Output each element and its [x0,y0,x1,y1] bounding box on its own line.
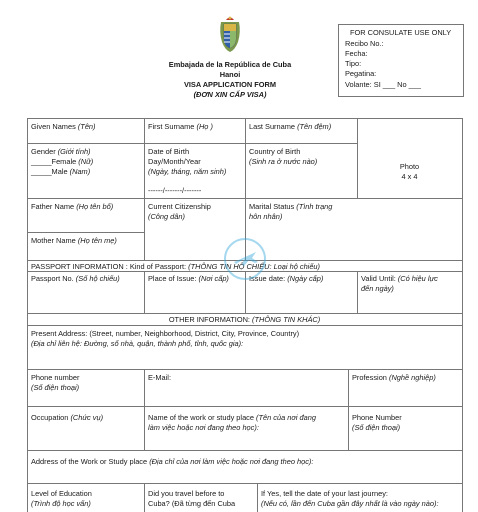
valid-until-label-vi-2: đến ngày) [361,284,394,293]
marital-field [249,202,332,212]
mother-label-vi: (Họ tên mẹ) [77,236,117,245]
col-line [144,483,145,512]
col-line [357,118,358,198]
col-line [144,118,145,260]
col-line [348,369,349,450]
last-journey-label: If Yes, tell the date of your last journey: [261,489,388,498]
citizenship-label: Current Citizenship [148,202,211,211]
passport-no-field [31,274,120,284]
father-field [31,202,113,212]
email-label: E-Mail: [148,373,171,382]
passport-info-header [31,262,320,272]
recibo-label: Recibo No.: [345,39,384,48]
phone-label-vi: (Số điện thoại) [31,383,80,392]
male-label-vi: (Nam) [69,167,91,176]
occupation-label: Occupation [31,413,69,422]
dob-label-2: Day/Month/Year [148,157,201,166]
fecha-label: Fecha: [345,49,368,58]
passport-no-label-vi: (Số hộ chiếu) [75,274,120,283]
female-label-vi: (Nữ) [78,157,94,166]
issue-date-label-vi: (Ngày cấp) [287,274,324,283]
work-phone-label: Phone Number [352,413,402,422]
female-option[interactable] [31,157,93,167]
place-issue-field [148,274,229,284]
valid-until-field [361,274,438,284]
work-name-label-vi-2: làm việc hoặc nơi đang theo học): [148,423,259,432]
education-label-vi: (Trình độ học vấn) [31,499,91,508]
work-name-label-vi: (Tên của nơi đang [256,413,316,422]
row-line [27,450,462,451]
row-line [27,143,357,144]
table-right-border [462,118,463,512]
present-address-label: Present Address: (Street, number, Neighborhood, District, City, Province, Country) [31,329,300,338]
other-info-label-vi: (THÔNG TIN KHÁC) [252,315,321,324]
last-journey-label-vi: (Nếu có, lần đến Cuba gần đây nhất là vào ngày nào): [261,499,439,508]
row-line [27,483,462,484]
education-label: Level of Education [31,489,92,498]
row-line [27,406,462,407]
other-info-label: OTHER INFORMATION: [168,315,250,324]
work-address-field [31,457,313,467]
passport-info-label-vi: (THÔNG TIN HỘ CHIẾU: Loại hộ chiếu) [188,262,321,271]
row-line [27,325,462,326]
place-issue-label: Place of Issue: [148,274,197,283]
row-line [27,369,462,370]
other-info-header [27,315,462,325]
work-phone-label-vi: (Số điện thoại) [352,423,401,432]
dob-label-vi: (Ngày, tháng, năm sinh) [148,167,227,176]
profession-label-vi: (Nghề nghiệp) [388,373,436,382]
work-address-label: Address of the Work or Study place [31,457,148,466]
given-names-label: Given Names [31,122,76,131]
citizenship-label-vi: (Công dân) [148,212,185,221]
cob-label-vi: (Sinh ra ở nước nào) [249,157,318,166]
male-option[interactable] [31,167,90,177]
row-line [27,232,144,233]
volante-label: Volante: SI ___ No ___ [345,80,422,89]
watermark-airplane-icon [222,236,268,282]
embassy-name: Embajada de la República de Cuba [168,60,292,69]
profession-field [352,373,436,383]
occupation-field [31,413,103,423]
last-surname-label-vi: (Tên đệm) [297,122,332,131]
present-address-label-vi: (Địa chỉ liên hệ: Đường, số nhà, quận, thành phố, tỉnh, quốc gia): [31,339,244,348]
gender-label-vi: (Giới tính) [57,147,91,156]
travel-label: Did you travel before to [148,489,225,498]
cuba-coat-of-arms-emblem [216,14,244,54]
issue-date-label: Issue date: [249,274,286,283]
dob-blank-input[interactable]: ------/-------/------- [148,186,202,195]
given-names-field [31,122,96,132]
passport-info-label: PASSPORT INFORMATION : Kind of Passport: [31,262,187,271]
marital-label-vi-1: (Tình trạng [296,202,333,211]
form-title: VISA APPLICATION FORM [183,80,277,89]
mother-label: Mother Name [31,236,76,245]
tipo-label: Tipo: [345,59,362,68]
travel-label-2: Cuba? (Đã từng đến Cuba [148,499,236,508]
gender-field [31,147,91,157]
female-label: _____Female [31,157,77,166]
male-label: _____Male [31,167,68,176]
phone-label: Phone number [31,373,80,382]
cob-label: Country of Birth [249,147,301,156]
photo-size-label: 4 x 4 [401,172,418,181]
col-line [257,483,258,512]
col-line [357,271,358,313]
pegatina-label: Pegatina: [345,69,377,78]
profession-label: Profession [352,373,387,382]
mother-field [31,236,117,246]
last-surname-label: Last Surname [249,122,296,131]
first-surname-label: First Surname [148,122,195,131]
father-label-vi: (Họ tên bố) [76,202,114,211]
place-issue-label-vi: (Nơi cấp) [198,274,229,283]
valid-until-label: Valid Until: [361,274,396,283]
gender-label: Gender [31,147,56,156]
row-line [27,313,462,314]
occupation-label-vi: (Chức vụ) [70,413,104,422]
passport-no-label: Passport No. [31,274,74,283]
marital-label: Marital Status [249,202,295,211]
first-surname-field [148,122,213,132]
col-line [144,271,145,313]
work-name-label: Name of the work or study place [148,413,254,422]
work-name-field [148,413,316,423]
col-line [144,369,145,450]
marital-label-vi-2: hôn nhân) [249,212,283,221]
first-surname-label-vi: (Họ ) [196,122,213,131]
father-label: Father Name [31,202,75,211]
dob-label-1: Date of Birth [148,147,190,156]
given-names-label-vi: (Tên) [77,122,96,131]
last-surname-field [249,122,331,132]
work-address-label-vi: (Địa chỉ của nơi làm việc hoặc nơi đang theo học): [149,457,314,466]
embassy-city: Hanoi [219,70,241,79]
form-title-vi: (ĐƠN XIN CẤP VISA) [193,90,267,99]
consulate-title: FOR CONSULATE USE ONLY [350,28,452,37]
photo-label: Photo [399,162,420,171]
valid-until-label-vi-1: (Có hiệu lực [397,274,438,283]
